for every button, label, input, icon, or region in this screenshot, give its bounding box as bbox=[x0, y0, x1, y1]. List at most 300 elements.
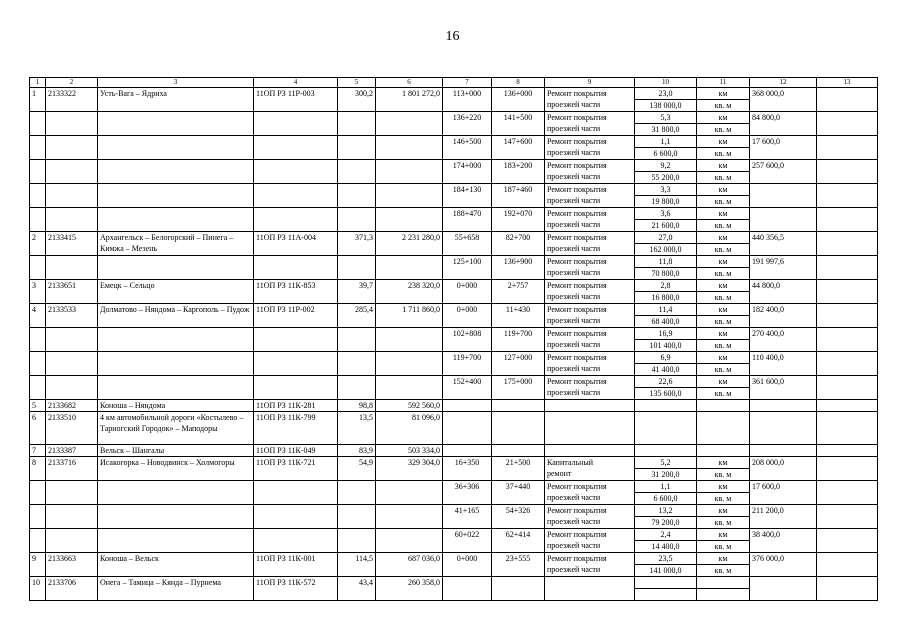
road-name-cell bbox=[98, 481, 254, 505]
row-number-cell: 8 bbox=[30, 457, 46, 481]
quantity-cell-line: 14 400,0 bbox=[651, 542, 680, 551]
quantity-cell-line: 27,0 bbox=[635, 232, 696, 244]
unit-cell bbox=[697, 352, 750, 376]
work-type-cell-line: Ремонт покрытия bbox=[547, 113, 607, 122]
row-number-cell: 5 bbox=[30, 400, 46, 412]
row-number-cell: 7 bbox=[30, 445, 46, 457]
quantity-cell bbox=[635, 208, 697, 232]
section-start-cell bbox=[443, 412, 492, 445]
road-length-cell bbox=[338, 481, 376, 505]
note-cell bbox=[817, 529, 878, 553]
road-code-cell: 2133322 bbox=[46, 88, 98, 112]
section-end-cell: 136+000 bbox=[492, 88, 545, 112]
row-number-cell bbox=[30, 184, 46, 208]
section-start-cell: 55+658 bbox=[443, 232, 492, 256]
table-row bbox=[30, 160, 878, 184]
road-code-cell: 2133533 bbox=[46, 304, 98, 328]
road-code-cell: 2133510 bbox=[46, 412, 98, 445]
road-id-cell: 11ОП РЗ 11К-853 bbox=[254, 280, 338, 304]
work-type-cell bbox=[545, 88, 635, 112]
note-cell bbox=[817, 88, 878, 112]
road-id-cell: 11ОП РЗ 11К-799 bbox=[254, 412, 338, 445]
cost-cell: 208 000,0 bbox=[750, 457, 817, 481]
note-cell bbox=[817, 445, 878, 457]
unit-cell-line: кв. м bbox=[714, 365, 732, 374]
work-type-cell-line: Ремонт покрытия bbox=[547, 377, 607, 386]
work-type-cell-line: проезжей части bbox=[547, 100, 601, 109]
quantity-cell-line: 141 000,0 bbox=[649, 566, 682, 575]
quantity-cell-line: 70 800,0 bbox=[651, 269, 680, 278]
quantity-cell-line: 79 200,0 bbox=[651, 518, 680, 527]
quantity-cell-line: 162 000,0 bbox=[649, 245, 682, 254]
quantity-cell-line: 1,1 bbox=[635, 136, 696, 148]
road-name-cell: Коноша – Вельск bbox=[98, 553, 254, 577]
work-type-cell bbox=[545, 400, 635, 412]
road-total-cell: 238 320,0 bbox=[376, 280, 443, 304]
quantity-cell-line: 11,4 bbox=[635, 304, 696, 316]
road-id-cell bbox=[254, 505, 338, 529]
road-length-cell: 13,5 bbox=[338, 412, 376, 445]
cost-cell: 191 997,6 bbox=[750, 256, 817, 280]
road-length-cell bbox=[338, 328, 376, 352]
unit-cell-line: кв. м bbox=[714, 149, 732, 158]
row-number-cell: 1 bbox=[30, 88, 46, 112]
work-type-cell bbox=[545, 505, 635, 529]
road-length-cell bbox=[338, 208, 376, 232]
quantity-cell-line: 21 600,0 bbox=[651, 221, 680, 230]
unit-cell-line: кв. м bbox=[714, 269, 732, 278]
road-code-cell bbox=[46, 505, 98, 529]
note-cell bbox=[817, 280, 878, 304]
road-total-cell bbox=[376, 481, 443, 505]
unit-cell bbox=[697, 136, 750, 160]
quantity-cell bbox=[635, 400, 697, 412]
work-type-cell-line: Ремонт покрытия bbox=[547, 305, 607, 314]
road-total-cell: 329 304,0 bbox=[376, 457, 443, 481]
work-type-cell bbox=[545, 328, 635, 352]
column-number-header: 7 bbox=[443, 78, 492, 88]
road-code-cell: 2133716 bbox=[46, 457, 98, 481]
unit-cell-line: км bbox=[697, 208, 749, 220]
section-start-cell: 16+350 bbox=[443, 457, 492, 481]
road-length-cell: 300,2 bbox=[338, 88, 376, 112]
quantity-cell bbox=[635, 280, 697, 304]
quantity-cell bbox=[635, 445, 697, 457]
cost-cell: 110 400,0 bbox=[750, 352, 817, 376]
row-number-cell: 9 bbox=[30, 553, 46, 577]
unit-cell-line: км bbox=[697, 136, 749, 148]
road-id-cell bbox=[254, 328, 338, 352]
work-type-cell bbox=[545, 232, 635, 256]
road-name-cell bbox=[98, 352, 254, 376]
column-number-header: 2 bbox=[46, 78, 98, 88]
work-type-cell-line bbox=[545, 588, 634, 599]
road-name-cell: Долматово – Няндома – Каргополь – Пудож bbox=[98, 304, 254, 328]
road-name-cell bbox=[98, 208, 254, 232]
unit-cell bbox=[697, 232, 750, 256]
road-id-cell bbox=[254, 160, 338, 184]
unit-cell-line: км bbox=[697, 304, 749, 316]
road-code-cell bbox=[46, 529, 98, 553]
unit-cell-line: кв. м bbox=[714, 389, 732, 398]
road-id-cell bbox=[254, 481, 338, 505]
column-number-header: 5 bbox=[338, 78, 376, 88]
quantity-cell bbox=[635, 505, 697, 529]
work-type-cell bbox=[545, 412, 635, 445]
table-row bbox=[30, 457, 878, 481]
road-code-cell bbox=[46, 208, 98, 232]
cost-cell: 17 600,0 bbox=[750, 136, 817, 160]
road-name-cell bbox=[98, 529, 254, 553]
quantity-cell bbox=[635, 553, 697, 577]
road-code-cell: 2133706 bbox=[46, 577, 98, 601]
quantity-cell-line: 31 200,0 bbox=[651, 470, 680, 479]
work-type-cell bbox=[545, 184, 635, 208]
road-length-cell bbox=[338, 112, 376, 136]
note-cell bbox=[817, 553, 878, 577]
quantity-cell-line bbox=[635, 589, 696, 600]
quantity-cell-line: 23,5 bbox=[635, 553, 696, 565]
section-end-cell: 187+460 bbox=[492, 184, 545, 208]
cost-cell: 257 600,0 bbox=[750, 160, 817, 184]
unit-cell-line: км bbox=[697, 505, 749, 517]
quantity-cell-line: 1,1 bbox=[635, 481, 696, 493]
quantity-cell-line: 2,8 bbox=[635, 280, 696, 292]
note-cell bbox=[817, 412, 878, 445]
road-code-cell: 2133651 bbox=[46, 280, 98, 304]
work-type-cell-line: Ремонт покрытия bbox=[547, 137, 607, 146]
work-type-cell-line: Ремонт покрытия bbox=[547, 506, 607, 515]
quantity-cell-line: 6 600,0 bbox=[653, 494, 678, 503]
cost-cell: 44 800,0 bbox=[750, 280, 817, 304]
quantity-cell bbox=[635, 376, 697, 400]
unit-cell-line: кв. м bbox=[714, 293, 732, 302]
table-row bbox=[30, 400, 878, 412]
road-code-cell bbox=[46, 112, 98, 136]
unit-cell-line: км bbox=[697, 112, 749, 124]
road-total-cell: 687 036,0 bbox=[376, 553, 443, 577]
road-length-cell bbox=[338, 256, 376, 280]
quantity-cell bbox=[635, 529, 697, 553]
table-row bbox=[30, 529, 878, 553]
quantity-cell-line: 55 200,0 bbox=[651, 173, 680, 182]
section-end-cell: 62+414 bbox=[492, 529, 545, 553]
unit-cell-line: кв. м bbox=[714, 197, 732, 206]
unit-cell bbox=[697, 112, 750, 136]
quantity-cell bbox=[635, 232, 697, 256]
unit-cell-line: км bbox=[697, 232, 749, 244]
header-row bbox=[30, 78, 878, 88]
note-cell bbox=[817, 577, 878, 601]
row-number-cell bbox=[30, 352, 46, 376]
quantity-cell bbox=[635, 577, 697, 601]
unit-cell-line: км bbox=[697, 280, 749, 292]
cost-cell: 17 600,0 bbox=[750, 481, 817, 505]
column-number-header: 11 bbox=[697, 78, 750, 88]
quantity-cell-line: 41 400,0 bbox=[651, 365, 680, 374]
table-row bbox=[30, 232, 878, 256]
unit-cell bbox=[697, 208, 750, 232]
unit-cell bbox=[697, 328, 750, 352]
section-end-cell: 23+555 bbox=[492, 553, 545, 577]
road-total-cell bbox=[376, 376, 443, 400]
road-total-cell bbox=[376, 184, 443, 208]
road-length-cell bbox=[338, 529, 376, 553]
unit-cell-line: км bbox=[697, 256, 749, 268]
road-id-cell: 11ОП РЗ 11Р-003 bbox=[254, 88, 338, 112]
road-code-cell bbox=[46, 376, 98, 400]
unit-cell-line: кв. м bbox=[714, 125, 732, 134]
column-number-header: 1 bbox=[30, 78, 46, 88]
road-length-cell bbox=[338, 136, 376, 160]
unit-cell-line: км bbox=[697, 328, 749, 340]
road-repair-table bbox=[29, 77, 878, 601]
work-type-cell bbox=[545, 457, 635, 481]
road-length-cell: 39,7 bbox=[338, 280, 376, 304]
road-id-cell: 11ОП РЗ 11К-281 bbox=[254, 400, 338, 412]
road-name-cell: Коноша – Няндома bbox=[98, 400, 254, 412]
quantity-cell-line: 3,3 bbox=[635, 184, 696, 196]
road-code-cell: 2133415 bbox=[46, 232, 98, 256]
work-type-cell-line: Ремонт покрытия bbox=[547, 329, 607, 338]
work-type-cell-line: проезжей части bbox=[547, 541, 601, 550]
section-end-cell: 141+500 bbox=[492, 112, 545, 136]
table-row bbox=[30, 445, 878, 457]
work-type-cell-line: проезжей части bbox=[547, 172, 601, 181]
column-number-header: 9 bbox=[545, 78, 635, 88]
row-number-cell bbox=[30, 136, 46, 160]
section-start-cell: 119+700 bbox=[443, 352, 492, 376]
cost-cell bbox=[750, 412, 817, 445]
note-cell bbox=[817, 304, 878, 328]
cost-cell bbox=[750, 400, 817, 412]
quantity-cell-line: 68 400,0 bbox=[651, 317, 680, 326]
table-row bbox=[30, 280, 878, 304]
work-type-cell-line: Ремонт покрытия bbox=[547, 257, 607, 266]
unit-cell-line: кв. м bbox=[714, 341, 732, 350]
road-code-cell bbox=[46, 136, 98, 160]
table-row bbox=[30, 112, 878, 136]
work-type-cell-line: проезжей части bbox=[547, 292, 601, 301]
work-type-cell-line: Ремонт покрытия bbox=[547, 89, 607, 98]
road-total-cell: 503 334,0 bbox=[376, 445, 443, 457]
section-end-cell: 82+700 bbox=[492, 232, 545, 256]
table-row bbox=[30, 304, 878, 328]
road-code-cell bbox=[46, 256, 98, 280]
road-name-cell: Усть-Вага – Ядриха bbox=[98, 88, 254, 112]
note-cell bbox=[817, 232, 878, 256]
work-type-cell bbox=[545, 553, 635, 577]
road-id-cell bbox=[254, 136, 338, 160]
section-end-cell: 37+440 bbox=[492, 481, 545, 505]
section-start-cell: 188+470 bbox=[443, 208, 492, 232]
work-type-cell-line: Ремонт покрытия bbox=[547, 554, 607, 563]
row-number-cell: 10 bbox=[30, 577, 46, 601]
work-type-cell-line bbox=[545, 577, 634, 588]
road-total-cell bbox=[376, 160, 443, 184]
section-start-cell: 0+000 bbox=[443, 280, 492, 304]
column-number-header: 3 bbox=[98, 78, 254, 88]
work-type-cell-line: проезжей части bbox=[547, 517, 601, 526]
table-row bbox=[30, 577, 878, 601]
road-code-cell bbox=[46, 481, 98, 505]
quantity-cell-line: 101 400,0 bbox=[649, 341, 682, 350]
section-end-cell bbox=[492, 412, 545, 445]
note-cell bbox=[817, 352, 878, 376]
quantity-cell bbox=[635, 256, 697, 280]
unit-cell-line: км bbox=[697, 88, 749, 100]
road-total-cell bbox=[376, 505, 443, 529]
unit-cell-line: кв. м bbox=[714, 317, 732, 326]
work-type-cell bbox=[545, 376, 635, 400]
work-type-cell bbox=[545, 280, 635, 304]
cost-cell: 376 000,0 bbox=[750, 553, 817, 577]
work-type-cell-line: Ремонт покрытия bbox=[547, 209, 607, 218]
unit-cell-line: кв. м bbox=[714, 518, 732, 527]
road-length-cell: 371,3 bbox=[338, 232, 376, 256]
unit-cell-line: кв. м bbox=[714, 494, 732, 503]
table-row bbox=[30, 328, 878, 352]
work-type-cell bbox=[545, 577, 635, 601]
unit-cell bbox=[697, 376, 750, 400]
quantity-cell-line: 6,9 bbox=[635, 352, 696, 364]
unit-cell-line: км bbox=[697, 553, 749, 565]
quantity-cell-line bbox=[635, 577, 696, 589]
unit-cell bbox=[697, 280, 750, 304]
table-row bbox=[30, 184, 878, 208]
cost-cell: 182 400,0 bbox=[750, 304, 817, 328]
work-type-cell-line: проезжей части bbox=[547, 364, 601, 373]
work-type-cell-line: проезжей части bbox=[547, 148, 601, 157]
row-number-cell bbox=[30, 376, 46, 400]
work-type-cell-line: ремонт bbox=[547, 469, 572, 478]
row-number-cell: 4 bbox=[30, 304, 46, 328]
unit-cell-line: кв. м bbox=[714, 101, 732, 110]
quantity-cell-line: 5,3 bbox=[635, 112, 696, 124]
unit-cell bbox=[697, 553, 750, 577]
note-cell bbox=[817, 400, 878, 412]
unit-cell bbox=[697, 445, 750, 457]
road-name-cell: 4 км автомобильной дороги «Костылево – Тарногский Городок» – Маподоры bbox=[98, 412, 254, 445]
road-total-cell: 1 801 272,0 bbox=[376, 88, 443, 112]
section-end-cell: 21+500 bbox=[492, 457, 545, 481]
work-type-cell-line: проезжей части bbox=[547, 316, 601, 325]
road-id-cell bbox=[254, 184, 338, 208]
work-type-cell bbox=[545, 112, 635, 136]
road-total-cell bbox=[376, 256, 443, 280]
work-type-cell-line: проезжей части bbox=[547, 196, 601, 205]
note-cell bbox=[817, 505, 878, 529]
work-type-cell bbox=[545, 160, 635, 184]
cost-cell: 211 200,0 bbox=[750, 505, 817, 529]
section-start-cell: 184+130 bbox=[443, 184, 492, 208]
unit-cell-line: км bbox=[697, 352, 749, 364]
row-number-cell bbox=[30, 208, 46, 232]
unit-cell-line: км bbox=[697, 160, 749, 172]
table-row bbox=[30, 505, 878, 529]
road-code-cell: 2133682 bbox=[46, 400, 98, 412]
road-name-cell: Исакогорка – Новодвинск – Холмогоры bbox=[98, 457, 254, 481]
work-type-cell bbox=[545, 136, 635, 160]
work-type-cell bbox=[545, 304, 635, 328]
quantity-cell bbox=[635, 457, 697, 481]
row-number-cell bbox=[30, 256, 46, 280]
quantity-cell bbox=[635, 112, 697, 136]
quantity-cell bbox=[635, 136, 697, 160]
unit-cell-line bbox=[697, 577, 749, 589]
unit-cell-line: кв. м bbox=[714, 245, 732, 254]
section-end-cell: 11+430 bbox=[492, 304, 545, 328]
unit-cell bbox=[697, 256, 750, 280]
section-start-cell: 113+000 bbox=[443, 88, 492, 112]
road-name-cell bbox=[98, 256, 254, 280]
column-number-header: 8 bbox=[492, 78, 545, 88]
road-total-cell bbox=[376, 328, 443, 352]
road-total-cell: 81 096,0 bbox=[376, 412, 443, 445]
section-start-cell: 0+000 bbox=[443, 304, 492, 328]
road-total-cell: 260 358,0 bbox=[376, 577, 443, 601]
table-row bbox=[30, 481, 878, 505]
section-end-cell bbox=[492, 577, 545, 601]
unit-cell bbox=[697, 304, 750, 328]
section-start-cell: 152+400 bbox=[443, 376, 492, 400]
note-cell bbox=[817, 481, 878, 505]
road-id-cell: 11ОП РЗ 11К-049 bbox=[254, 445, 338, 457]
road-total-cell bbox=[376, 112, 443, 136]
unit-cell bbox=[697, 577, 750, 601]
road-code-cell bbox=[46, 352, 98, 376]
road-id-cell: 11ОП РЗ 11А-004 bbox=[254, 232, 338, 256]
section-end-cell bbox=[492, 400, 545, 412]
road-name-cell bbox=[98, 160, 254, 184]
work-type-cell bbox=[545, 481, 635, 505]
quantity-cell-line: 9,2 bbox=[635, 160, 696, 172]
work-type-cell-line: Ремонт покрытия bbox=[547, 161, 607, 170]
road-total-cell bbox=[376, 136, 443, 160]
quantity-cell-line: 11,8 bbox=[635, 256, 696, 268]
note-cell bbox=[817, 184, 878, 208]
quantity-cell-line: 13,2 bbox=[635, 505, 696, 517]
road-code-cell bbox=[46, 160, 98, 184]
road-total-cell bbox=[376, 352, 443, 376]
section-start-cell: 36+306 bbox=[443, 481, 492, 505]
cost-cell: 361 600,0 bbox=[750, 376, 817, 400]
quantity-cell bbox=[635, 88, 697, 112]
road-name-cell: Онега – Тамица – Кянда – Пурнема bbox=[98, 577, 254, 601]
section-start-cell bbox=[443, 577, 492, 601]
note-cell bbox=[817, 208, 878, 232]
row-number-cell bbox=[30, 529, 46, 553]
road-id-cell: 11ОП РЗ 11Р-002 bbox=[254, 304, 338, 328]
quantity-cell bbox=[635, 412, 697, 445]
section-end-cell: 119+700 bbox=[492, 328, 545, 352]
quantity-cell-line: 5,2 bbox=[635, 457, 696, 469]
note-cell bbox=[817, 256, 878, 280]
unit-cell-line: км bbox=[697, 376, 749, 388]
cost-cell: 368 000,0 bbox=[750, 88, 817, 112]
unit-cell-line: кв. м bbox=[714, 470, 732, 479]
work-type-cell bbox=[545, 529, 635, 553]
unit-cell bbox=[697, 481, 750, 505]
row-number-cell: 6 bbox=[30, 412, 46, 445]
cost-cell: 38 400,0 bbox=[750, 529, 817, 553]
road-id-cell: 11ОП РЗ 11К-721 bbox=[254, 457, 338, 481]
road-length-cell bbox=[338, 376, 376, 400]
column-number-header: 10 bbox=[635, 78, 697, 88]
road-id-cell bbox=[254, 352, 338, 376]
section-start-cell bbox=[443, 400, 492, 412]
section-start-cell: 136+220 bbox=[443, 112, 492, 136]
